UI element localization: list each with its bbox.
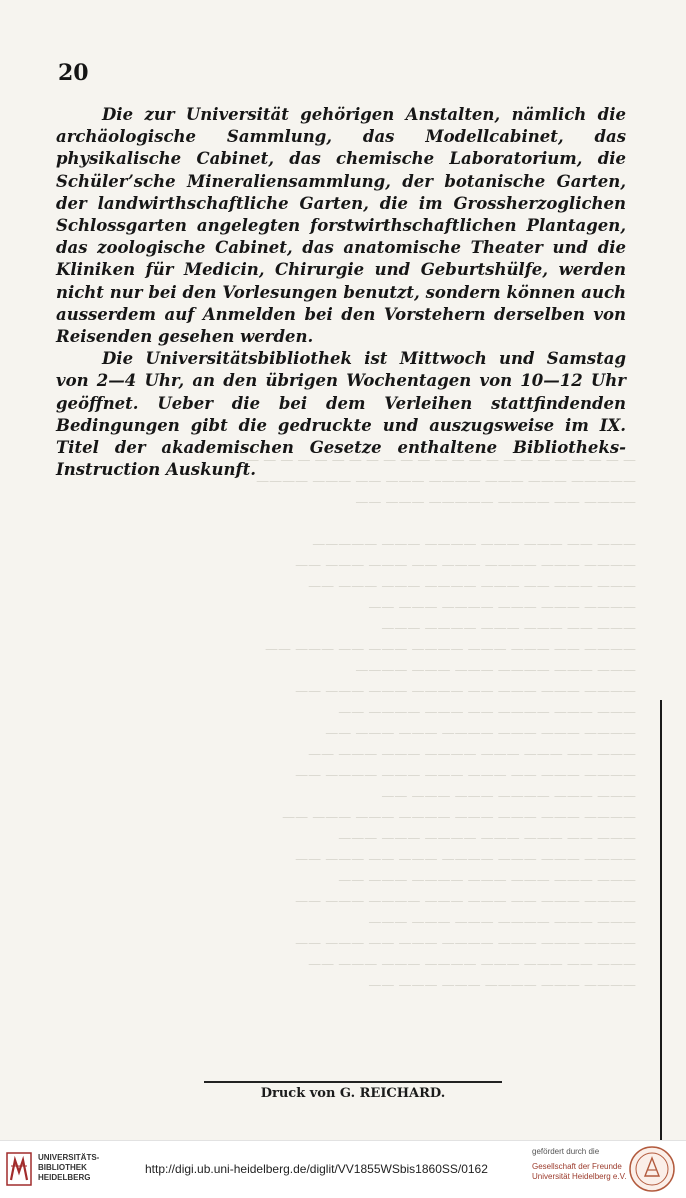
printer-imprint: Druck von G. REICHARD. <box>260 1086 446 1101</box>
library-logo-text <box>38 1153 99 1183</box>
sponsor-org-line: Gesellschaft der Freunde <box>532 1161 622 1171</box>
logo-line: UNIVERSITÄTS- <box>38 1153 100 1162</box>
viewer-footer <box>0 1140 686 1198</box>
paragraph-library: Die Universitätsbibliothek ist Mittwoch und Samstag von 2—4 Uhr, an den übrigen Wochentagen von 10—12 Uhr geöffnet. Ueber die bei dem Verleihen stattfindenden Bedingungen gibt die gedruckte und auszugsweise im IX. Titel der akademischen Gesetze enthaltene Bibliotheks-Instruction Auskunft. <box>56 349 626 480</box>
page-body <box>56 104 626 481</box>
sponsor-org-line: Universität Heidelberg e.V. <box>532 1172 627 1181</box>
show-through-text: — — — — — — — — — — — — — — — — — — — — — — — ————— ——— ——— ———— ——— —— ——— ———— ———— —— ———— ————— ——— —— ——— —— ——— ——— ———— ——— ————— ———— ——— ———— ——— —— ——— ——— —— ——— ——— —— ——— ———— ——— ——— —— ———— ——— ——— ———— ——— —— ——— —— ——— ——— ———— ——— ———— —— ——— ——— ———— ——— —— ——— —— ——— ——— ———— ——— ——— ———— ———— ——— ——— —— ———— ——— ——— —— ——— ——— ———— —— ——— ———— —— ———— ——— ——— ———— ——— ——— —— ——— —— ——— ——— ———— ——— ——— —— ———— ——— —— ——— ——— ——— ———— —— ——— ——— ———— ——— ——— —— ———— ——— ——— ——— ———— ——— ——— —— ——— —— ——— ——— ———— ——— ——— ———— ——— ——— ———— ——— —— ——— —— ——— ——— ——— ——— ———— ——— —— ———— ——— —— ——— ——— ———— ——— —— ——— ——— ———— ——— ——— ——— ———— ——— ——— ———— ——— —— ——— —— ——— —— ——— ——— ———— ——— ——— —— ———— ——— ———— ——— ——— —— <box>246 453 636 993</box>
page-number: 20 <box>58 60 89 86</box>
sponsor-credit <box>532 1147 626 1183</box>
imprint-rule <box>204 1081 502 1083</box>
logo-line: BIBLIOTHEK <box>38 1163 87 1172</box>
society-seal-icon <box>628 1145 676 1193</box>
sponsor-head: gefördert durch die <box>532 1147 600 1156</box>
permalink-url[interactable]: http://digi.ub.uni-heidelberg.de/diglit/VV1855WSbis1860SS/0162 <box>145 1162 488 1176</box>
page-edge-shadow <box>660 700 662 1140</box>
paragraph-institutes: Die zur Universität gehörigen Anstalten, nämlich die archäologische Sammlung, das Modellcabinet, das physikalische Cabinet, das chemische Laboratorium, die Schüler’sche Mineraliensammlung, der botanische Garten, der landwirthschaftliche Garten, die im Grossherzoglichen Schlossgarten angelegten forstwirthschaftlichen Plantagen, das zoologische Cabinet, das anatomische Theater und die Kliniken für Medicin, Chirurgie und Geburtshülfe, werden nicht nur bei den Vorlesungen benutzt, sondern können auch ausserdem auf Anmelden bei den Vorstehern derselben von Reisenden gesehen werden. <box>56 105 626 347</box>
university-library-logo-icon <box>6 1152 32 1186</box>
logo-line: HEIDELBERG <box>38 1173 91 1182</box>
